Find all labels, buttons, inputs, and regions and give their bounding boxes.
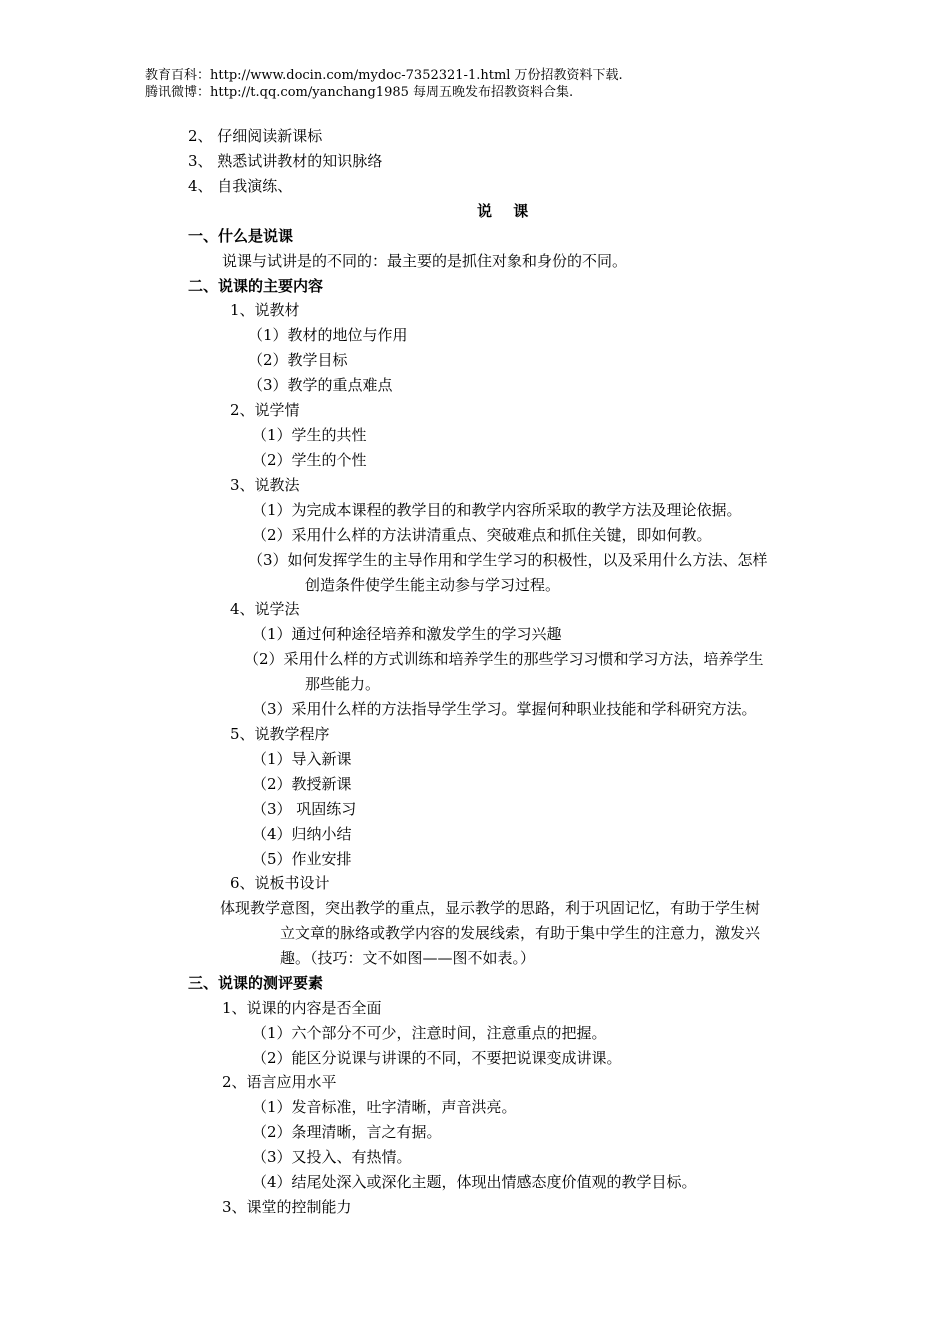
list-item: （4）归纳小结	[252, 825, 352, 843]
list-item: （3）又投入、有热情。	[252, 1148, 412, 1166]
header-line-2: 腾讯微博：http://t.qq.com/yanchang1985 每周五晚发布招教资料合集.	[145, 85, 574, 100]
paragraph-line: 趣。（技巧：文不如图——图不如表。）	[280, 949, 536, 967]
list-item: （3）采用什么样的方法指导学生学习。掌握何种职业技能和学科研究方法。	[252, 700, 757, 718]
list-item: （1）通过何种途径培养和激发学生的学习兴趣	[252, 625, 562, 643]
doc-title: 说 课	[477, 202, 537, 220]
subsection-label: 1、说教材	[230, 301, 300, 319]
list-item: （1）导入新课	[252, 750, 352, 768]
section-heading: 二、说课的主要内容	[188, 277, 324, 295]
list-item: （2）条理清晰，言之有据。	[252, 1123, 442, 1141]
list-item-continuation: 创造条件使学生能主动参与学习过程。	[305, 576, 561, 594]
list-item: （1）六个部分不可少，注意时间，注意重点的把握。	[252, 1024, 607, 1042]
subsection-label: 1、说课的内容是否全面	[222, 999, 382, 1017]
list-item: （1）学生的共性	[252, 426, 367, 444]
list-item: （2）采用什么样的方法讲清重点、突破难点和抓住关键，即如何教。	[252, 526, 712, 544]
list-item: （4）结尾处深入或深化主题，体现出情感态度价值观的教学目标。	[252, 1173, 697, 1191]
list-item-continuation: 那些能力。	[305, 675, 381, 693]
header-line-1: 教育百科：http://www.docin.com/mydoc-7352321-1.html 万份招教资料下载.	[145, 68, 623, 83]
intro-item: 2、 仔细阅读新课标	[188, 127, 323, 145]
subsection-label: 2、说学情	[230, 401, 300, 419]
section-heading: 三、说课的测评要素	[188, 974, 324, 992]
subsection-label: 5、说教学程序	[230, 725, 330, 743]
list-item: （3） 巩固练习	[252, 800, 357, 818]
list-item: （2）采用什么样的方式训练和培养学生的那些学习习惯和学习方法，培养学生	[244, 650, 764, 668]
list-item: （5）作业安排	[252, 850, 352, 868]
list-item: （1）发音标准，吐字清晰，声音洪亮。	[252, 1098, 517, 1116]
list-item: （2）学生的个性	[252, 451, 367, 469]
intro-item: 4、 自我演练、	[188, 177, 293, 195]
paragraph: 说课与试讲是的不同的：最主要的是抓住对象和身份的不同。	[222, 252, 628, 270]
paragraph-line: 体现教学意图，突出教学的重点，显示教学的思路，利于巩固记忆，有助于学生树	[220, 899, 761, 917]
list-item: （2）教授新课	[252, 775, 352, 793]
subsection-label: 2、语言应用水平	[222, 1073, 337, 1091]
paragraph-line: 立文章的脉络或教学内容的发展线索，有助于集中学生的注意力，激发兴	[280, 924, 761, 942]
list-item: （1）教材的地位与作用	[248, 326, 408, 344]
subsection-label: 3、课堂的控制能力	[222, 1198, 352, 1216]
list-item: （3）如何发挥学生的主导作用和学生学习的积极性，以及采用什么方法、怎样	[248, 551, 768, 569]
intro-item: 3、 熟悉试讲教材的知识脉络	[188, 152, 383, 170]
list-item: （3）教学的重点难点	[248, 376, 393, 394]
subsection-label: 3、说教法	[230, 476, 300, 494]
subsection-label: 4、说学法	[230, 600, 300, 618]
list-item: （1）为完成本课程的教学目的和教学内容所采取的教学方法及理论依据。	[252, 501, 742, 519]
subsection-label: 6、说板书设计	[230, 874, 330, 892]
list-item: （2）能区分说课与讲课的不同，不要把说课变成讲课。	[252, 1049, 622, 1067]
list-item: （2）教学目标	[248, 351, 348, 369]
section-heading: 一、什么是说课	[188, 227, 294, 245]
